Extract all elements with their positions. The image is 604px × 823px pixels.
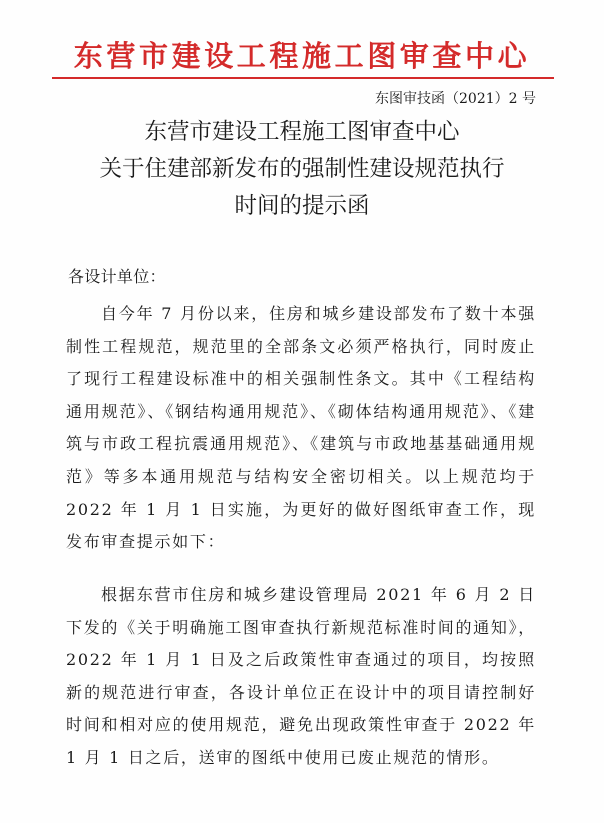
title-line-1: 东营市建设工程施工图审查中心 — [144, 119, 460, 145]
document-number: 东图审技函（2021）2 号 — [375, 91, 536, 107]
title-line-2: 关于住建部新发布的强制性建设规范执行 — [99, 156, 505, 182]
body-paragraph-2: 根据东营市住房和城乡建设管理局 2021 年 6 月 2 日下发的《关于明确施工图审查执行新规范标准时间的通知》，2022 年 1 月 1 日及之后政策性审查通过的项目，均按照新的规范进行审查，各设计单位正在设计中的项目请控制好时间和相对应的使用规范，避免出现政策性审查于 2022 年 1 月 1 日之后，送审的图纸中使用已废止规范的情形。 — [66, 585, 536, 767]
letterhead-divider — [52, 77, 554, 79]
title-line-3: 时间的提示函 — [234, 193, 370, 219]
salutation: 各设计单位： — [68, 267, 166, 286]
body-paragraph-1: 自今年 7 月份以来，住房和城乡建设部发布了数十本强制性工程规范，规范里的全部条文必须严格执行，同时废止了现行工程建设标准中的相关强制性条文。其中《工程结构通用规范》、《钢结构通用规范》、《砌体结构通用规范》、《建筑与市政工程抗震通用规范》、《建筑与市政地基基础通用规范》等多本通用规范与结构安全密切相关。以上规范均于 2022 年 1 月 1 日实施，为更好的做好图纸审查工作，现发布审查提示如下： — [66, 304, 536, 552]
letterhead-title: 东营市建设工程施工图审查中心 — [73, 39, 531, 73]
document-title — [0, 114, 604, 225]
